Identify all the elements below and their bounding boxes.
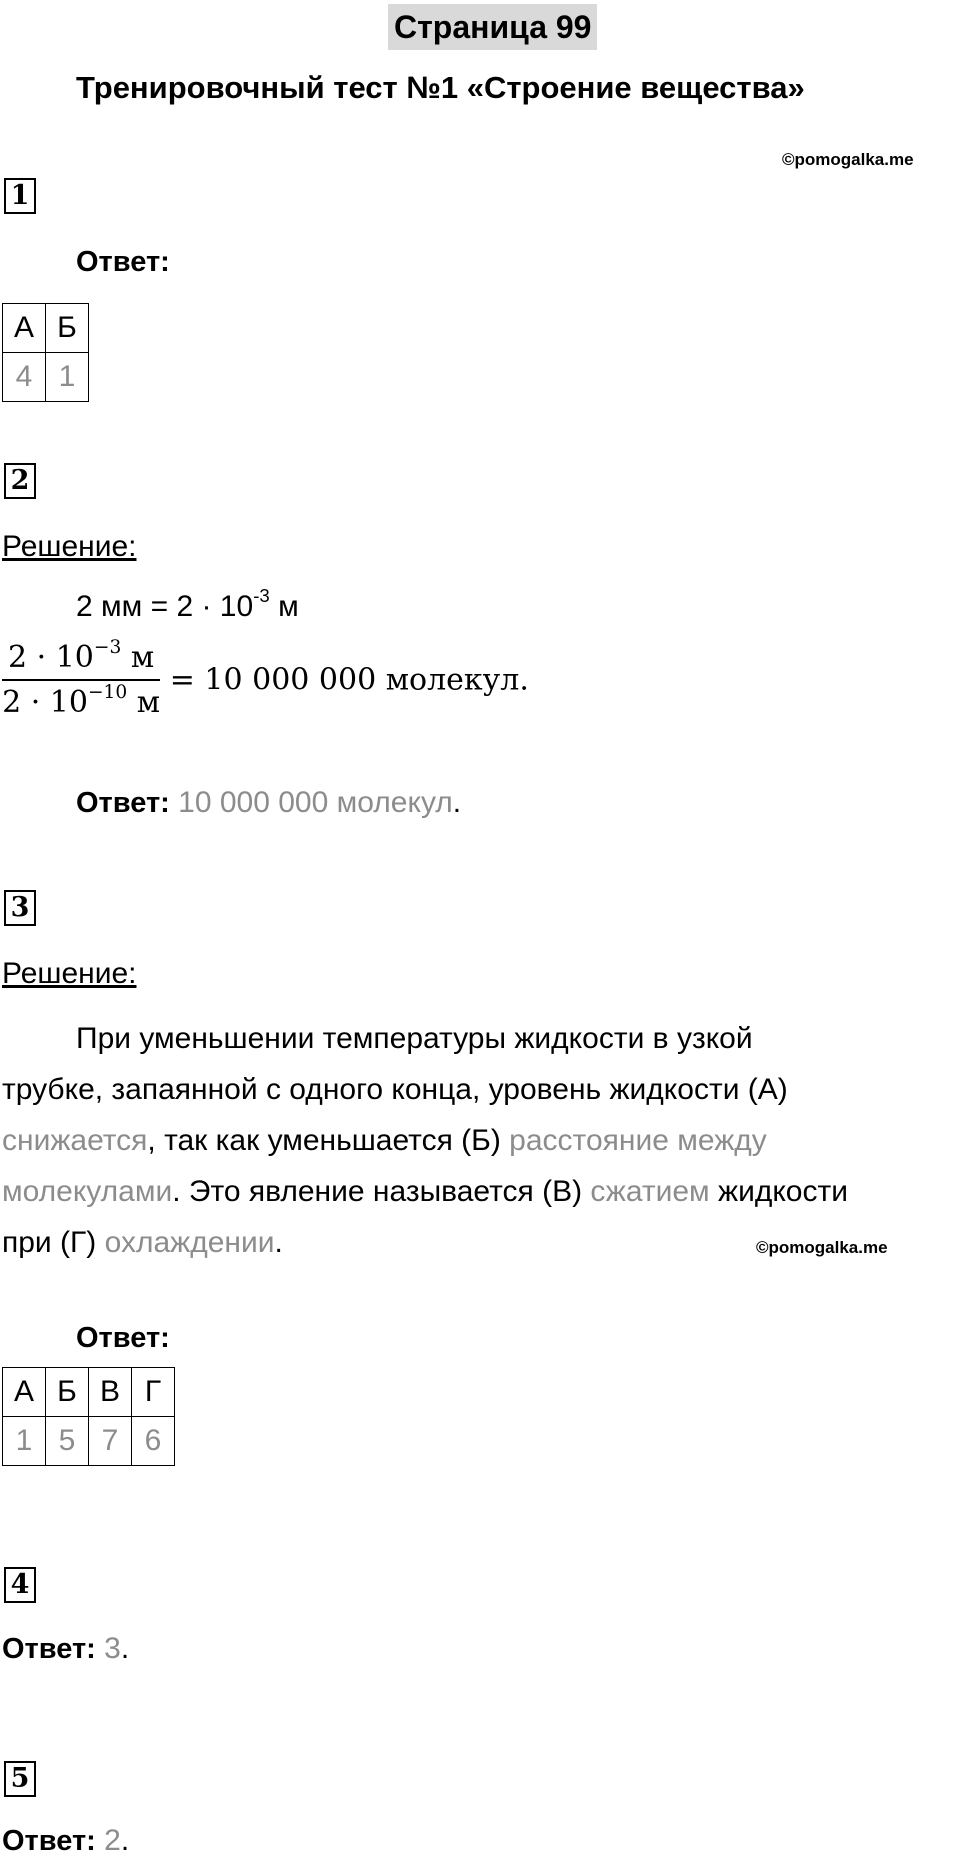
answer-label: Ответ: [76, 787, 170, 819]
answer-line-5: Ответ: 2. [2, 1824, 130, 1857]
answer-label: Ответ: [2, 1825, 96, 1857]
task-number-1: 1 [4, 178, 36, 214]
table-value-cell: 1 [46, 353, 89, 402]
table-value-cell: 7 [89, 1417, 132, 1466]
answer-label: Ответ: [2, 1633, 96, 1665]
answer-value: 3 [104, 1632, 121, 1665]
answer-label: Ответ: [76, 246, 170, 278]
table-header-row [3, 1368, 175, 1417]
table-header-row [3, 304, 89, 353]
table-header-cell: А [3, 1368, 46, 1417]
fraction-numerator: $2 \cdot 10^{-3}$ м [2, 640, 160, 681]
formula-result: = 10 000 000 молекул. [169, 662, 529, 698]
watermark: ©pomogalka.me [756, 1238, 888, 1257]
fraction-formula [2, 637, 529, 720]
task-number-4: 4 [4, 1567, 36, 1603]
table-value-cell: 6 [132, 1417, 175, 1466]
answer-label: Ответ: [76, 1322, 170, 1354]
answer-table-1 [2, 303, 89, 402]
page-title: Тренировочный тест №1 «Строение вещества» [76, 70, 805, 105]
answer-line-4: Ответ: 3. [2, 1632, 130, 1665]
solution-paragraph: При уменьшении температуры жидкости в узкой трубке, запаянной с одного конца, уровень жидкости (А) снижается, так как уменьшается (Б) расстояние между молекулами. Это явление называется (В) сжатием жидкости при (Г) охлаждении. [2, 1022, 848, 1259]
solution-label: Решение: [2, 957, 137, 990]
table-value-row [3, 1417, 175, 1466]
table-header-cell: Г [132, 1368, 175, 1417]
table-value-cell: 4 [3, 353, 46, 402]
answer-line-2: Ответ: 10 000 000 молекул. [76, 786, 462, 819]
table-header-cell: В [89, 1368, 132, 1417]
table-value-cell: 1 [3, 1417, 46, 1466]
task-number-3: 3 [4, 890, 36, 926]
table-header-cell: Б [46, 1368, 89, 1417]
unit-conversion [76, 585, 299, 624]
watermark: ©pomogalka.me [782, 150, 914, 169]
fraction-denominator: $2 \cdot 10^{-10}$ м [2, 682, 161, 720]
answer-table-3 [2, 1367, 175, 1466]
conversion-unit: м [269, 590, 299, 623]
task-number-5: 5 [4, 1761, 36, 1797]
conversion-text: 2 мм = 2 · 10 [76, 590, 254, 623]
conversion-exponent: -3 [253, 585, 270, 607]
table-header-cell: Б [46, 304, 89, 353]
answer-value: 2 [104, 1824, 121, 1857]
table-value-cell: 5 [46, 1417, 89, 1466]
table-value-row [3, 353, 89, 402]
answer-value: 10 000 000 молекул [178, 786, 453, 819]
table-header-cell: А [3, 304, 46, 353]
page-number-label: Страница 99 [388, 4, 597, 50]
solution-label: Решение: [2, 530, 137, 563]
fraction [2, 637, 161, 720]
task-number-2: 2 [4, 463, 36, 499]
